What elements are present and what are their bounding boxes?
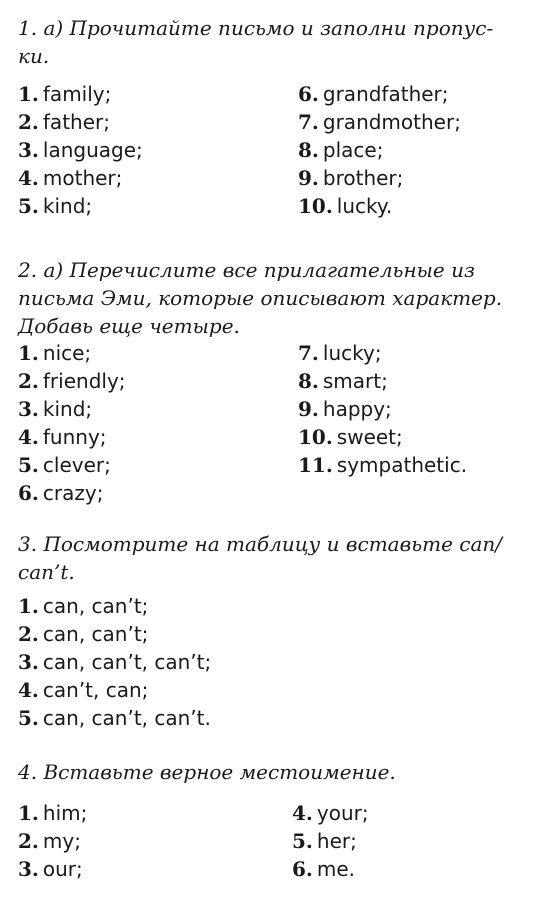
answer-number: 6. [298, 82, 319, 106]
answer-number: 11. [298, 453, 333, 477]
answer-item [18, 827, 81, 855]
answer-item [18, 192, 92, 220]
answer-number: 5. [292, 829, 313, 853]
answer-item [18, 704, 211, 732]
answer-number: 2. [18, 622, 39, 646]
answer-number: 6. [18, 481, 39, 505]
answer-number: 4. [18, 166, 39, 190]
answer-number: 3. [18, 138, 39, 162]
answer-text: grandmother; [322, 110, 461, 134]
answer-number: 6. [292, 857, 313, 881]
answer-item [18, 592, 148, 620]
answer-text: friendly; [42, 369, 126, 393]
answer-number: 2. [18, 829, 39, 853]
answer-number: 7. [298, 110, 319, 134]
answer-text: family; [42, 82, 112, 106]
answer-item [298, 80, 449, 108]
answer-item [18, 108, 110, 136]
answer-item [292, 799, 369, 827]
answer-item [18, 339, 91, 367]
answer-item [298, 192, 392, 220]
answer-text: lucky. [336, 194, 393, 218]
answer-text: clever; [42, 453, 111, 477]
answer-item [18, 164, 122, 192]
answer-number: 2. [18, 110, 39, 134]
answer-item [18, 855, 83, 883]
answer-number: 1. [18, 801, 39, 825]
answer-number: 1. [18, 594, 39, 618]
answer-text: language; [42, 138, 143, 162]
task-3-title: 3. Посмотрите на таблицу и вставьте can/ can’t. [18, 532, 503, 584]
answer-text: smart; [322, 369, 388, 393]
answer-item [18, 479, 103, 507]
answer-item [18, 80, 111, 108]
answer-text: your; [316, 801, 369, 825]
answer-item [292, 855, 355, 883]
answer-number: 5. [18, 453, 39, 477]
answer-text: can, can’t; [42, 594, 149, 618]
answer-text: him; [42, 801, 88, 825]
answer-item [18, 648, 211, 676]
answer-number: 10. [298, 425, 333, 449]
answer-item [298, 367, 388, 395]
answer-text: kind; [42, 194, 93, 218]
answer-number: 4. [18, 678, 39, 702]
answer-number: 4. [18, 425, 39, 449]
answer-text: father; [42, 110, 110, 134]
answer-item [18, 676, 148, 704]
answer-item [18, 136, 143, 164]
answer-number: 2. [18, 369, 39, 393]
answer-item [18, 799, 87, 827]
answer-number: 9. [298, 166, 319, 190]
answer-item [292, 827, 357, 855]
answer-text: can, can’t, can’t. [42, 706, 211, 730]
answer-item [298, 108, 461, 136]
answer-number: 1. [18, 82, 39, 106]
answer-text: my; [42, 829, 81, 853]
answer-text: can, can’t, can’t; [42, 650, 212, 674]
answer-item [298, 339, 382, 367]
answer-item [18, 423, 107, 451]
answer-item [18, 451, 111, 479]
answer-item [298, 395, 392, 423]
answer-item [298, 423, 403, 451]
answer-text: nice; [42, 341, 92, 365]
answer-text: grandfather; [322, 82, 449, 106]
answer-text: can’t, can; [42, 678, 149, 702]
answer-number: 8. [298, 369, 319, 393]
answer-number: 7. [298, 341, 319, 365]
task-2-title: 2. а) Перечислите все прилагательные из письма Эми, которые описывают характер. Добавь еще четыре. [18, 258, 503, 338]
answer-text: can, can’t; [42, 622, 149, 646]
answer-text: brother; [322, 166, 404, 190]
answer-text: sweet; [336, 425, 403, 449]
answer-number: 9. [298, 397, 319, 421]
answer-number: 4. [292, 801, 313, 825]
answer-number: 5. [18, 706, 39, 730]
answer-item [18, 620, 148, 648]
answer-text: me. [316, 857, 356, 881]
answer-item [298, 451, 467, 479]
task-4-title: 4. Вставьте верное местоимение. [18, 760, 396, 784]
answer-text: mother; [42, 166, 123, 190]
answer-text: her; [316, 829, 357, 853]
answer-text: crazy; [42, 481, 104, 505]
answer-text: lucky; [322, 341, 382, 365]
answer-number: 3. [18, 650, 39, 674]
answer-number: 3. [18, 397, 39, 421]
answer-text: place; [322, 138, 384, 162]
answer-text: our; [42, 857, 83, 881]
answer-number: 10. [298, 194, 333, 218]
answer-item [298, 136, 383, 164]
answer-number: 8. [298, 138, 319, 162]
answer-item [18, 395, 92, 423]
answer-text: funny; [42, 425, 107, 449]
answer-number: 1. [18, 341, 39, 365]
answer-number: 3. [18, 857, 39, 881]
answer-item [18, 367, 126, 395]
answer-number: 5. [18, 194, 39, 218]
answer-text: kind; [42, 397, 93, 421]
answer-item [298, 164, 403, 192]
answer-text: happy; [322, 397, 392, 421]
task-1-title: 1. а) Прочитайте письмо и заполни пропус- ки. [18, 16, 494, 68]
answer-text: sympathetic. [336, 453, 468, 477]
